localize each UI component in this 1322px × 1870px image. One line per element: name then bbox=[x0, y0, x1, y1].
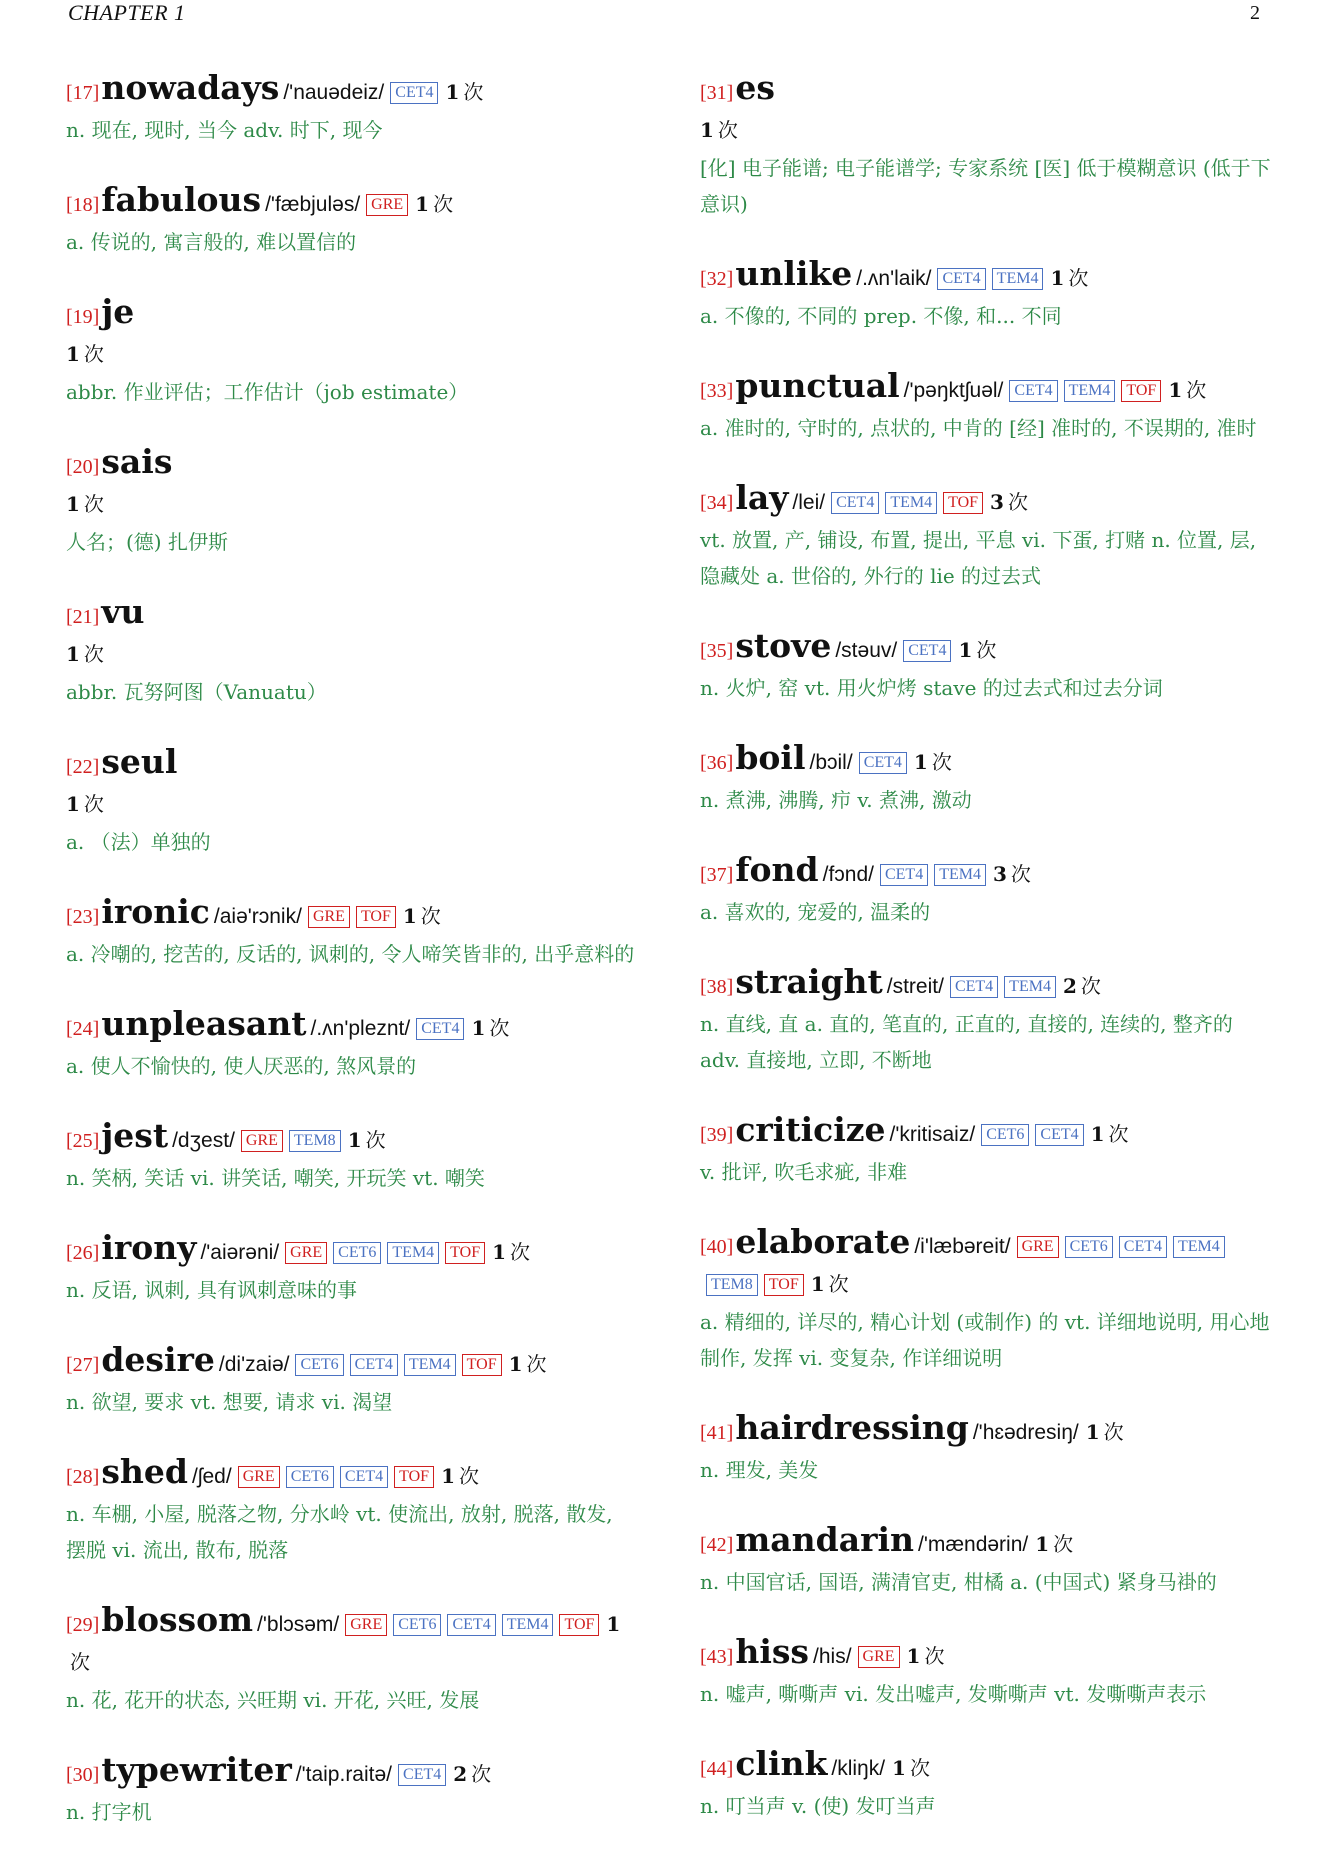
entry-definition: a. 不像的, 不同的 prep. 不像, 和... 不同 bbox=[700, 304, 1062, 328]
vocab-entry bbox=[66, 894, 638, 972]
count-unit: 次 bbox=[70, 1650, 90, 1674]
entry-number: [42] bbox=[700, 1534, 734, 1556]
exam-tag: CET4 bbox=[903, 640, 951, 662]
entry-number: [27] bbox=[66, 1354, 100, 1376]
entry-word: hairdressing bbox=[735, 1408, 969, 1447]
entry-word: unpleasant bbox=[101, 1004, 307, 1043]
entry-definition: n. 中国官话, 国语, 满清官吏, 柑橘 a. (中国式) 紧身马褂的 bbox=[700, 1570, 1217, 1594]
entry-definition: 人名；(德) 扎伊斯 bbox=[66, 530, 228, 554]
exam-tag: GRE bbox=[858, 1646, 900, 1668]
count-unit: 次 bbox=[463, 80, 484, 104]
count-unit: 次 bbox=[924, 1644, 945, 1668]
entry-number: [39] bbox=[700, 1124, 734, 1146]
exam-tag: CET6 bbox=[1065, 1236, 1113, 1258]
count-unit: 次 bbox=[83, 642, 104, 666]
occurrence-count: 1 bbox=[492, 1240, 507, 1264]
count-unit: 次 bbox=[471, 1762, 492, 1786]
entry-definition: n. 现在, 现时, 当今 adv. 时下, 现今 bbox=[66, 118, 383, 142]
occurrence-count: 1 bbox=[347, 1128, 362, 1152]
entry-definition: n. 车棚, 小屋, 脱落之物, 分水岭 vt. 使流出, 放射, 脱落, 散发, 摆脱 vi. 流出, 散布, 脱落 bbox=[66, 1502, 613, 1562]
entry-word: vu bbox=[101, 592, 145, 631]
entry-definition: abbr. 瓦努阿图（Vanuatu） bbox=[66, 680, 327, 704]
entry-phonetic: /'taip.raitə/ bbox=[295, 1763, 393, 1786]
entry-number: [29] bbox=[66, 1614, 100, 1636]
occurrence-count: 3 bbox=[992, 862, 1007, 886]
exam-tag: GRE bbox=[1017, 1236, 1059, 1258]
entry-headline bbox=[700, 628, 1272, 670]
entry-word: jest bbox=[101, 1116, 169, 1155]
entry-definition: a. 喜欢的, 宠爱的, 温柔的 bbox=[700, 900, 931, 924]
count-unit: 次 bbox=[1053, 1532, 1074, 1556]
entry-headline bbox=[66, 1342, 638, 1384]
entry-number: [30] bbox=[66, 1764, 100, 1786]
count-unit: 次 bbox=[433, 192, 454, 216]
entry-word: sais bbox=[101, 442, 173, 481]
exam-tag: CET4 bbox=[340, 1466, 388, 1488]
vocab-entry bbox=[66, 1342, 638, 1420]
entry-number: [20] bbox=[66, 456, 100, 478]
vocab-entry bbox=[700, 368, 1272, 446]
vocab-entry bbox=[700, 1112, 1272, 1190]
entry-headline bbox=[700, 964, 1272, 1006]
exam-tag: CET4 bbox=[1119, 1236, 1167, 1258]
exam-tag: CET4 bbox=[859, 752, 907, 774]
entry-definition: [化] 电子能谱; 电子能谱学; 专家系统 [医] 低于模糊意识 (低于下意识) bbox=[700, 156, 1271, 216]
entry-definition: a. 准时的, 守时的, 点状的, 中肯的 [经] 准时的, 不误期的, 准时 bbox=[700, 416, 1257, 440]
exam-tag: CET4 bbox=[390, 82, 438, 104]
exam-tag: TEM8 bbox=[706, 1274, 758, 1296]
entry-definition: n. 打字机 bbox=[66, 1800, 152, 1824]
vocab-entry bbox=[700, 852, 1272, 930]
exam-tag: CET4 bbox=[937, 268, 985, 290]
entry-phonetic: /stəuv/ bbox=[835, 639, 898, 662]
count-unit: 次 bbox=[909, 1756, 930, 1780]
entry-headline bbox=[700, 1746, 1272, 1788]
entry-number: [18] bbox=[66, 194, 100, 216]
occurrence-count: 1 bbox=[66, 792, 80, 816]
entry-number: [21] bbox=[66, 606, 100, 628]
entry-headline bbox=[66, 182, 638, 224]
count-unit: 次 bbox=[1103, 1420, 1124, 1444]
exam-tag: TEM4 bbox=[1064, 380, 1116, 402]
entry-definition: n. 火炉, 窑 vt. 用火炉烤 stave 的过去式和过去分词 bbox=[700, 676, 1163, 700]
entry-headline bbox=[700, 1224, 1272, 1304]
entry-word: desire bbox=[101, 1340, 215, 1379]
entry-number: [40] bbox=[700, 1236, 734, 1258]
count-unit: 次 bbox=[510, 1240, 531, 1264]
entry-definition: n. 嘘声, 嘶嘶声 vi. 发出嘘声, 发嘶嘶声 vt. 发嘶嘶声表示 bbox=[700, 1682, 1207, 1706]
entry-headline bbox=[700, 256, 1272, 298]
entry-phonetic: /'hɛədresiŋ/ bbox=[972, 1421, 1079, 1444]
entry-phonetic: /'fæbjuləs/ bbox=[265, 193, 361, 216]
count-unit: 次 bbox=[1007, 490, 1028, 514]
exam-tag: TEM4 bbox=[404, 1354, 456, 1376]
count-unit: 次 bbox=[1108, 1122, 1129, 1146]
left-column bbox=[66, 70, 638, 1864]
occurrence-count: 1 bbox=[1035, 1532, 1050, 1556]
occurrence-count: 2 bbox=[1062, 974, 1077, 998]
exam-tag: CET4 bbox=[350, 1354, 398, 1376]
entry-definition: n. 煮沸, 沸腾, 疖 v. 煮沸, 激动 bbox=[700, 788, 972, 812]
entry-headline bbox=[66, 594, 638, 674]
exam-tag: GRE bbox=[345, 1614, 387, 1636]
count-unit: 次 bbox=[420, 904, 441, 928]
entry-headline bbox=[66, 1602, 638, 1682]
exam-tag: GRE bbox=[308, 906, 350, 928]
count-unit: 次 bbox=[828, 1272, 849, 1296]
entry-word: irony bbox=[101, 1228, 197, 1267]
vocab-entry bbox=[700, 1522, 1272, 1600]
entry-headline bbox=[700, 740, 1272, 782]
entry-headline bbox=[66, 70, 638, 112]
exam-tag: CET6 bbox=[981, 1124, 1029, 1146]
exam-tag: TEM4 bbox=[885, 492, 937, 514]
entry-word: es bbox=[735, 68, 775, 107]
entry-number: [34] bbox=[700, 492, 734, 514]
exam-tag: TEM4 bbox=[1004, 976, 1056, 998]
exam-tag: CET4 bbox=[1035, 1124, 1083, 1146]
entry-word: je bbox=[101, 292, 135, 331]
occurrence-count: 1 bbox=[892, 1756, 906, 1780]
vocab-entry bbox=[700, 70, 1272, 222]
entry-definition: n. 欲望, 要求 vt. 想要, 请求 vi. 渴望 bbox=[66, 1390, 393, 1414]
entry-definition: n. 叮当声 v. (使) 发叮当声 bbox=[700, 1794, 936, 1818]
entry-headline bbox=[700, 1634, 1272, 1676]
exam-tag: CET4 bbox=[447, 1614, 495, 1636]
exam-tag: TEM4 bbox=[992, 268, 1044, 290]
vocab-entry bbox=[700, 256, 1272, 334]
entry-definition: n. 理发, 美发 bbox=[700, 1458, 819, 1482]
entry-phonetic: /dʒest/ bbox=[172, 1129, 235, 1152]
entry-word: elaborate bbox=[735, 1222, 911, 1261]
vocab-entry bbox=[66, 70, 638, 148]
occurrence-count: 1 bbox=[402, 904, 417, 928]
vocab-entry bbox=[66, 1118, 638, 1196]
entry-phonetic: /lei/ bbox=[792, 491, 826, 514]
occurrence-count: 1 bbox=[445, 80, 460, 104]
count-unit: 次 bbox=[1186, 378, 1207, 402]
exam-tag: CET4 bbox=[831, 492, 879, 514]
exam-tag: CET4 bbox=[398, 1764, 446, 1786]
entry-number: [23] bbox=[66, 906, 100, 928]
exam-tag: TOF bbox=[943, 492, 983, 514]
entry-number: [36] bbox=[700, 752, 734, 774]
entry-headline bbox=[66, 894, 638, 936]
entry-number: [38] bbox=[700, 976, 734, 998]
entry-headline bbox=[66, 1006, 638, 1048]
entry-definition: a. （法）单独的 bbox=[66, 830, 211, 854]
entry-phonetic: /'mændərin/ bbox=[918, 1533, 1029, 1556]
exam-tag: TEM4 bbox=[502, 1614, 554, 1636]
entry-phonetic: /'blɔsəm/ bbox=[257, 1613, 340, 1636]
entry-word: clink bbox=[735, 1744, 828, 1783]
entry-phonetic: /bɔil/ bbox=[809, 751, 853, 774]
entry-phonetic: /di'zaiə/ bbox=[218, 1353, 290, 1376]
entry-word: fabulous bbox=[101, 180, 262, 219]
vocab-entry bbox=[66, 1752, 638, 1830]
entry-phonetic: /fɔnd/ bbox=[822, 863, 874, 886]
exam-tag: CET4 bbox=[880, 864, 928, 886]
exam-tag: TOF bbox=[445, 1242, 485, 1264]
occurrence-count: 1 bbox=[415, 192, 430, 216]
exam-tag: TOF bbox=[394, 1466, 434, 1488]
entry-word: nowadays bbox=[101, 68, 280, 107]
entry-number: [26] bbox=[66, 1242, 100, 1264]
exam-tag: TEM4 bbox=[387, 1242, 439, 1264]
count-unit: 次 bbox=[365, 1128, 386, 1152]
count-unit: 次 bbox=[1080, 974, 1101, 998]
occurrence-count: 1 bbox=[471, 1016, 486, 1040]
entry-headline bbox=[66, 1118, 638, 1160]
exam-tag: GRE bbox=[285, 1242, 327, 1264]
count-unit: 次 bbox=[931, 750, 952, 774]
entry-definition: a. 精细的, 详尽的, 精心计划 (或制作) 的 vt. 详细地说明, 用心地制作, 发挥 vi. 变复杂, 作详细说明 bbox=[700, 1310, 1270, 1370]
vocab-entry bbox=[66, 294, 638, 410]
entry-number: [37] bbox=[700, 864, 734, 886]
entry-number: [33] bbox=[700, 380, 734, 402]
entry-number: [35] bbox=[700, 640, 734, 662]
entry-word: typewriter bbox=[101, 1750, 292, 1789]
exam-tag: CET6 bbox=[295, 1354, 343, 1376]
exam-tag: TOF bbox=[462, 1354, 502, 1376]
count-unit: 次 bbox=[717, 118, 738, 142]
occurrence-count: 1 bbox=[700, 118, 714, 142]
occurrence-count: 1 bbox=[606, 1612, 621, 1636]
entry-headline bbox=[66, 1230, 638, 1272]
entry-phonetic: /i'læbəreit/ bbox=[914, 1235, 1011, 1258]
entry-word: mandarin bbox=[735, 1520, 914, 1559]
count-unit: 次 bbox=[976, 638, 997, 662]
entry-phonetic: /'pəŋktʃuəl/ bbox=[903, 379, 1004, 402]
exam-tag: GRE bbox=[238, 1466, 280, 1488]
entry-word: ironic bbox=[101, 892, 210, 931]
vocab-entry bbox=[66, 1602, 638, 1718]
entry-definition: a. 使人不愉快的, 使人厌恶的, 煞风景的 bbox=[66, 1054, 417, 1078]
vocab-entry bbox=[700, 1634, 1272, 1712]
vocab-entry bbox=[66, 1006, 638, 1084]
vocab-entry bbox=[700, 1746, 1272, 1824]
entry-definition: a. 传说的, 寓言般的, 难以置信的 bbox=[66, 230, 357, 254]
entry-definition: abbr. 作业评估；工作估计（job estimate） bbox=[66, 380, 469, 404]
entry-headline bbox=[66, 444, 638, 524]
exam-tag: TOF bbox=[764, 1274, 804, 1296]
vocab-entry bbox=[700, 480, 1272, 594]
occurrence-count: 1 bbox=[1050, 266, 1065, 290]
vocab-entry bbox=[66, 744, 638, 860]
count-unit: 次 bbox=[83, 342, 104, 366]
entry-number: [25] bbox=[66, 1130, 100, 1152]
exam-tag: TOF bbox=[1121, 380, 1161, 402]
entry-number: [24] bbox=[66, 1018, 100, 1040]
exam-tag: CET4 bbox=[416, 1018, 464, 1040]
entry-phonetic: /.ʌn'pleznt/ bbox=[310, 1017, 411, 1040]
entry-number: [19] bbox=[66, 306, 100, 328]
vocab-entry bbox=[66, 1230, 638, 1308]
entry-number: [22] bbox=[66, 756, 100, 778]
occurrence-count: 1 bbox=[958, 638, 973, 662]
entry-word: seul bbox=[101, 742, 178, 781]
entry-word: stove bbox=[735, 626, 832, 665]
entry-headline bbox=[66, 744, 638, 824]
entry-number: [44] bbox=[700, 1758, 734, 1780]
entry-number: [41] bbox=[700, 1422, 734, 1444]
occurrence-count: 3 bbox=[990, 490, 1004, 514]
occurrence-count: 1 bbox=[810, 1272, 825, 1296]
entry-definition: n. 花, 花开的状态, 兴旺期 vi. 开花, 兴旺, 发展 bbox=[66, 1688, 480, 1712]
entry-word: straight bbox=[735, 962, 883, 1001]
entry-headline bbox=[700, 1112, 1272, 1154]
entry-headline bbox=[700, 1522, 1272, 1564]
count-unit: 次 bbox=[83, 792, 104, 816]
vocab-entry bbox=[700, 964, 1272, 1078]
entry-number: [32] bbox=[700, 268, 734, 290]
page-number: 2 bbox=[1250, 2, 1260, 24]
exam-tag: CET6 bbox=[333, 1242, 381, 1264]
occurrence-count: 1 bbox=[66, 642, 80, 666]
entry-phonetic: /aiə'rɔnik/ bbox=[213, 905, 302, 928]
exam-tag: TEM8 bbox=[289, 1130, 341, 1152]
entry-definition: a. 冷嘲的, 挖苦的, 反话的, 讽刺的, 令人啼笑皆非的, 出乎意料的 bbox=[66, 942, 635, 966]
entry-phonetic: /his/ bbox=[813, 1645, 852, 1668]
occurrence-count: 1 bbox=[1168, 378, 1183, 402]
chapter-header: CHAPTER 1 bbox=[68, 0, 186, 25]
entry-word: criticize bbox=[735, 1110, 886, 1149]
exam-tag: GRE bbox=[241, 1130, 283, 1152]
entry-phonetic: /.ʌn'laik/ bbox=[856, 267, 932, 290]
occurrence-count: 1 bbox=[1085, 1420, 1100, 1444]
occurrence-count: 1 bbox=[508, 1352, 523, 1376]
entry-definition: n. 笑柄, 笑话 vi. 讲笑话, 嘲笑, 开玩笑 vt. 嘲笑 bbox=[66, 1166, 485, 1190]
occurrence-count: 1 bbox=[66, 492, 80, 516]
entry-phonetic: /'aiərəni/ bbox=[200, 1241, 280, 1264]
occurrence-count: 2 bbox=[453, 1762, 468, 1786]
exam-tag: GRE bbox=[366, 194, 408, 216]
exam-tag: CET4 bbox=[1009, 380, 1057, 402]
entry-word: hiss bbox=[735, 1632, 810, 1671]
entry-number: [43] bbox=[700, 1646, 734, 1668]
vocab-entry bbox=[66, 444, 638, 560]
vocab-entry bbox=[700, 628, 1272, 706]
entry-word: lay bbox=[735, 478, 789, 517]
vocab-entry bbox=[66, 182, 638, 260]
entry-word: blossom bbox=[101, 1600, 254, 1639]
count-unit: 次 bbox=[526, 1352, 547, 1376]
vocab-entry bbox=[700, 1410, 1272, 1488]
exam-tag: CET6 bbox=[393, 1614, 441, 1636]
occurrence-count: 1 bbox=[913, 750, 928, 774]
entry-word: boil bbox=[735, 738, 806, 777]
exam-tag: CET4 bbox=[950, 976, 998, 998]
entry-definition: v. 批评, 吹毛求疵, 非难 bbox=[700, 1160, 908, 1184]
vocab-entry bbox=[66, 1454, 638, 1568]
entry-definition: n. 反语, 讽刺, 具有讽刺意味的事 bbox=[66, 1278, 358, 1302]
count-unit: 次 bbox=[1010, 862, 1031, 886]
vocab-entry bbox=[66, 594, 638, 710]
count-unit: 次 bbox=[489, 1016, 510, 1040]
entry-number: [31] bbox=[700, 82, 734, 104]
entry-headline bbox=[66, 294, 638, 374]
entry-phonetic: /streit/ bbox=[886, 975, 944, 998]
entry-headline bbox=[66, 1454, 638, 1496]
entry-definition: n. 直线, 直 a. 直的, 笔直的, 正直的, 直接的, 连续的, 整齐的 adv. 直接地, 立即, 不断地 bbox=[700, 1012, 1233, 1072]
entry-headline bbox=[700, 1410, 1272, 1452]
entry-phonetic: /ʃed/ bbox=[191, 1465, 232, 1488]
occurrence-count: 1 bbox=[66, 342, 80, 366]
exam-tag: TOF bbox=[559, 1614, 599, 1636]
entry-word: punctual bbox=[735, 366, 900, 405]
entry-phonetic: /'kritisaiz/ bbox=[889, 1123, 976, 1146]
vocab-entry bbox=[700, 1224, 1272, 1376]
entry-headline bbox=[700, 852, 1272, 894]
occurrence-count: 1 bbox=[906, 1644, 921, 1668]
count-unit: 次 bbox=[458, 1464, 479, 1488]
exam-tag: CET6 bbox=[286, 1466, 334, 1488]
occurrence-count: 1 bbox=[1090, 1122, 1105, 1146]
entry-word: fond bbox=[735, 850, 819, 889]
vocab-entry bbox=[700, 740, 1272, 818]
entry-number: [17] bbox=[66, 82, 100, 104]
count-unit: 次 bbox=[83, 492, 104, 516]
entry-definition: vt. 放置, 产, 铺设, 布置, 提出, 平息 vi. 下蛋, 打赌 n. 位置, 层, 隐藏处 a. 世俗的, 外行的 lie 的过去式 bbox=[700, 528, 1257, 588]
count-unit: 次 bbox=[1068, 266, 1089, 290]
entry-headline bbox=[700, 368, 1272, 410]
entry-headline bbox=[700, 70, 1272, 150]
entry-number: [28] bbox=[66, 1466, 100, 1488]
right-column bbox=[700, 70, 1272, 1858]
exam-tag: TEM4 bbox=[934, 864, 986, 886]
entry-phonetic: /'nauədeiz/ bbox=[283, 81, 385, 104]
exam-tag: TOF bbox=[356, 906, 396, 928]
exam-tag: TEM4 bbox=[1173, 1236, 1225, 1258]
entry-word: shed bbox=[101, 1452, 188, 1491]
occurrence-count: 1 bbox=[441, 1464, 455, 1488]
entry-headline bbox=[700, 480, 1272, 522]
entry-phonetic: /kliŋk/ bbox=[831, 1757, 886, 1780]
entry-headline bbox=[66, 1752, 638, 1794]
entry-word: unlike bbox=[735, 254, 853, 293]
